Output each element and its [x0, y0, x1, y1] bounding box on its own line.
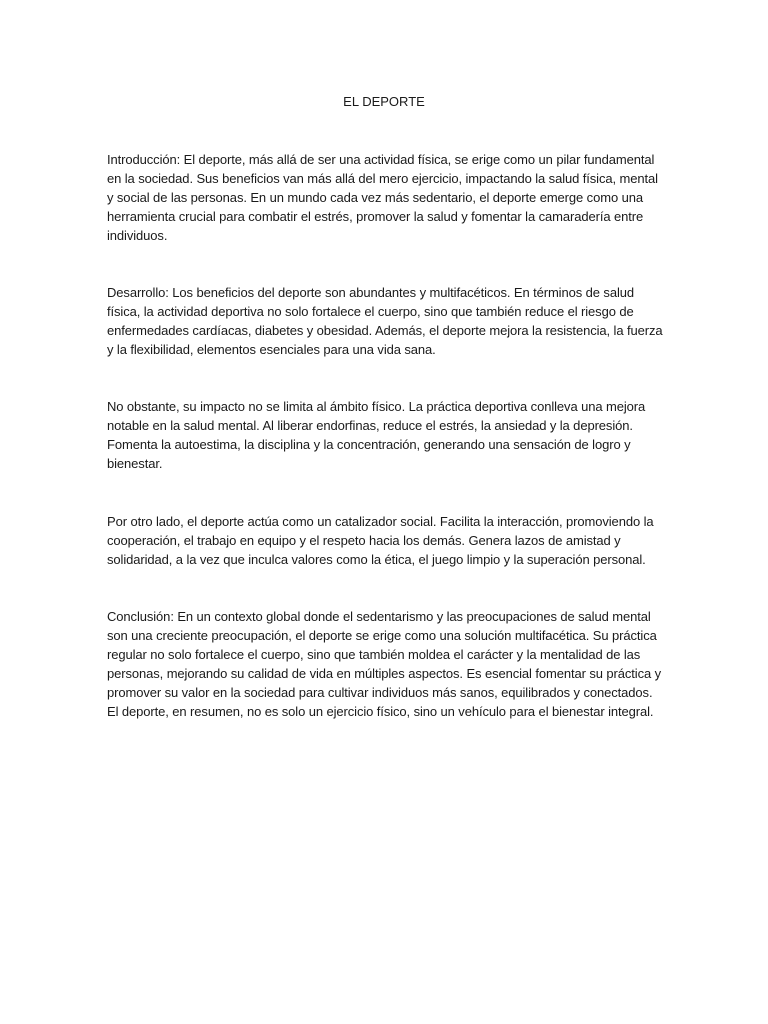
document-title: EL DEPORTE	[343, 94, 425, 109]
paragraph-social: Por otro lado, el deporte actúa como un catalizador social. Facilita la interacción, promoviendo la cooperación, el trabajo en equipo y el respeto hacia los demás. Genera lazos de amistad y solidaridad, a la vez que inculca valores como la ética, el juego limpio y la superación personal.	[107, 514, 654, 567]
paragraph-mental-health: No obstante, su impacto no se limita al ámbito físico. La práctica deportiva conlleva una mejora notable en la salud mental. Al liberar endorfinas, reduce el estrés, la ansiedad y la depresión. Fomenta la autoestima, la disciplina y la concentración, generando una sensación de logro y bienestar.	[107, 399, 646, 471]
paragraph-introduction: Introducción: El deporte, más allá de ser una actividad física, se erige como un pilar fundamental en la sociedad. Sus beneficios van más allá del mero ejercicio, impactando la salud física, mental y social de las personas. En un mundo cada vez más sedentario, el deporte emerge como una herramienta crucial para combatir el estrés, promover la salud y fomentar la camaradería entre individuos.	[107, 152, 658, 243]
paragraph-development: Desarrollo: Los beneficios del deporte son abundantes y multifacéticos. En términos de salud física, la actividad deportiva no solo fortalece el cuerpo, sino que también reduce el riesgo de enfermedades cardíacas, diabetes y obesidad. Además, el deporte mejora la resistencia, la fuerza y la flexibilidad, elementos esenciales para una vida sana.	[107, 285, 663, 357]
paragraph-conclusion: Conclusión: En un contexto global donde el sedentarismo y las preocupaciones de salud mental son una creciente preocupación, el deporte se erige como una solución multifacética. Su práctica regular no solo fortalece el cuerpo, sino que también moldea el carácter y la mentalidad de las personas, mejorando su calidad de vida en múltiples aspectos. Es esencial fomentar su práctica y promover su valor en la sociedad para cultivar individuos más sanos, equilibrados y conectados. El deporte, en resumen, no es solo un ejercicio físico, sino un vehículo para el bienestar integral.	[107, 609, 662, 719]
